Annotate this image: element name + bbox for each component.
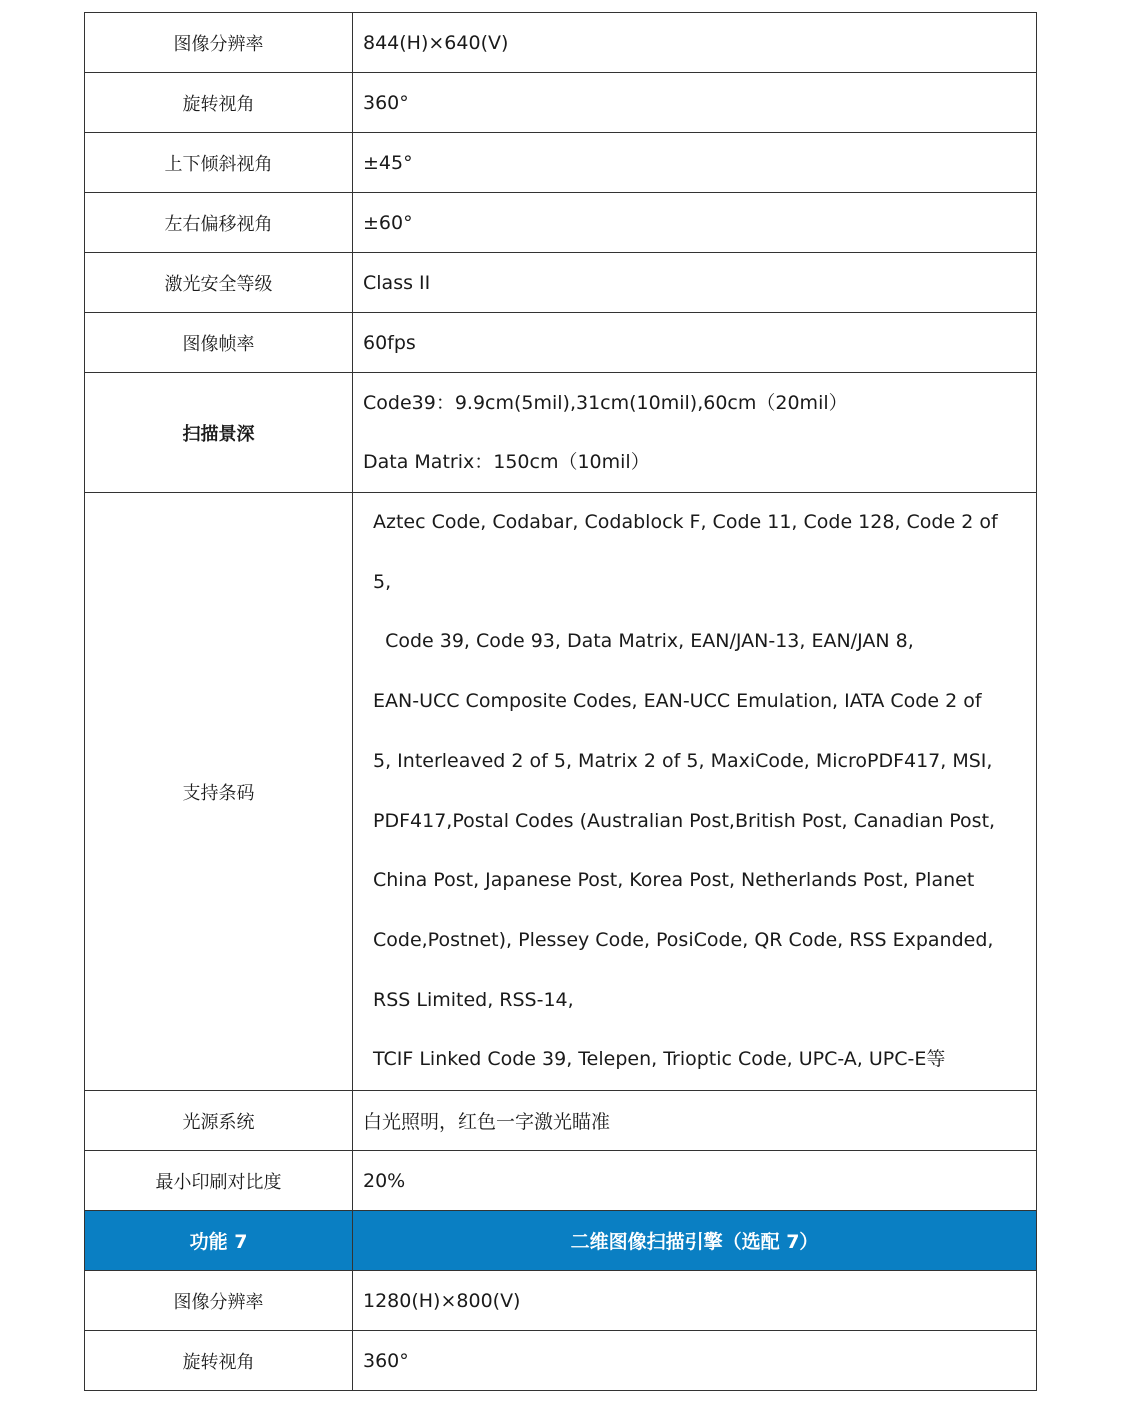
table-row-barcodes <box>85 493 1037 1091</box>
spec-label: 左右偏移视角 <box>85 193 353 253</box>
spec-label: 图像帧率 <box>85 313 353 373</box>
table-row-depth <box>85 373 1037 493</box>
spec-label: 旋转视角 <box>85 1331 353 1391</box>
barcode-line: Aztec Code, Codabar, Codablock F, Code 11, Code 128, Code 2 of <box>373 511 998 533</box>
section-header-title: 二维图像扫描引擎（选配 7） <box>353 1211 1037 1271</box>
barcode-list <box>353 493 1037 1091</box>
spec-value: 白光照明，红色一字激光瞄准 <box>353 1091 1037 1151</box>
spec-value: ±45° <box>353 133 1037 193</box>
barcode-line: 5, <box>373 570 392 593</box>
spec-table <box>84 12 1037 1391</box>
spec-label: 图像分辨率 <box>85 13 353 73</box>
spec-label: 图像分辨率 <box>85 1271 353 1331</box>
spec-label: 扫描景深 <box>85 373 353 493</box>
barcode-line: 5, Interleaved 2 of 5, Matrix 2 of 5, MaxiCode, MicroPDF417, MSI, <box>373 749 993 772</box>
spec-label: 上下倾斜视角 <box>85 133 353 193</box>
barcode-line: Code 39, Code 93, Data Matrix, EAN/JAN-13, EAN/JAN 8, <box>373 630 914 653</box>
spec-label: 旋转视角 <box>85 73 353 133</box>
table-row <box>85 1331 1037 1391</box>
spec-label: 光源系统 <box>85 1091 353 1151</box>
table-row <box>85 1091 1037 1151</box>
depth-line: Data Matrix：150cm（10mil） <box>363 450 650 473</box>
depth-line: Code39：9.9cm(5mil),31cm(10mil),60cm（20mil） <box>363 391 848 414</box>
barcode-line: Code,Postnet), Plessey Code, PosiCode, QR Code, RSS Expanded, <box>373 928 994 951</box>
spec-value: 1280(H)×800(V) <box>353 1271 1037 1331</box>
section-header-label: 功能 7 <box>85 1211 353 1271</box>
barcode-line: RSS Limited, RSS-14, <box>373 988 574 1011</box>
table-row <box>85 13 1037 73</box>
spec-label: 最小印刷对比度 <box>85 1151 353 1211</box>
spec-label: 激光安全等级 <box>85 253 353 313</box>
spec-value: Class II <box>353 253 1037 313</box>
table-row <box>85 1271 1037 1331</box>
barcode-line: PDF417,Postal Codes (Australian Post,British Post, Canadian Post, <box>373 809 996 832</box>
depth-values <box>353 373 1037 493</box>
barcode-line: EAN-UCC Composite Codes, EAN-UCC Emulation, IATA Code 2 of <box>373 690 982 713</box>
barcode-line: China Post, Japanese Post, Korea Post, Netherlands Post, Planet <box>373 869 975 892</box>
spec-value: 360° <box>353 1331 1037 1391</box>
table-row <box>85 73 1037 133</box>
spec-value: ±60° <box>353 193 1037 253</box>
table-row <box>85 313 1037 373</box>
table-row <box>85 1151 1037 1211</box>
table-row <box>85 253 1037 313</box>
section-header-row <box>85 1211 1037 1271</box>
spec-value: 844(H)×640(V) <box>353 13 1037 73</box>
spec-label: 支持条码 <box>85 493 353 1091</box>
table-row <box>85 133 1037 193</box>
table-row <box>85 193 1037 253</box>
barcode-line: TCIF Linked Code 39, Telepen, Trioptic Code, UPC-A, UPC-E等 <box>373 1048 946 1071</box>
spec-value: 20% <box>353 1151 1037 1211</box>
spec-value: 360° <box>353 73 1037 133</box>
spec-value: 60fps <box>353 313 1037 373</box>
